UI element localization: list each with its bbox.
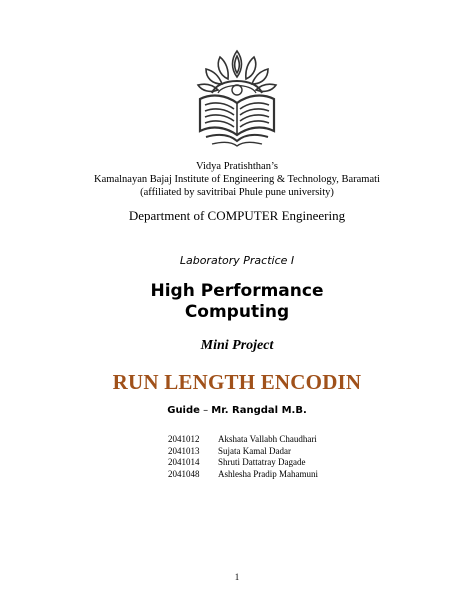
student-row — [168, 457, 318, 469]
guide-name: Mr. Rangdal M.B. — [211, 405, 307, 416]
student-name: Sujata Kamal Dadar — [218, 445, 291, 456]
institute-trust: Vidya Pratishthan’s — [196, 161, 278, 172]
student-roll: 2041048 — [168, 468, 200, 479]
student-list — [168, 434, 318, 480]
student-roll: 2041014 — [168, 457, 200, 467]
student-name: Ashlesha Pradip Mahamuni — [218, 468, 318, 479]
student-row — [168, 446, 318, 458]
book-lotus-emblem-icon — [190, 47, 284, 149]
student-roll: 2041013 — [168, 445, 200, 456]
student-name: Akshata Vallabh Chaudhari — [218, 434, 317, 444]
course-name: Laboratory Practice I — [179, 254, 295, 267]
title-line-2: Computing — [184, 302, 290, 322]
project-title: RUN LENGTH ENCODIN — [112, 370, 362, 394]
guide-dash: – — [199, 405, 212, 416]
student-row — [168, 469, 318, 481]
page-number: 1 — [234, 572, 240, 582]
guide-label: Guide — [167, 405, 200, 416]
student-row — [168, 434, 318, 446]
college-name: Kamalnayan Bajaj Institute of Engineering & Technology, Baramati — [94, 174, 380, 185]
project-type: Mini Project — [200, 338, 274, 353]
title-line-1: High Performance — [150, 281, 324, 301]
student-roll: 2041012 — [168, 434, 200, 444]
guide-line — [0, 405, 474, 416]
affiliation: (affiliated by savitribai Phule pune university) — [140, 187, 334, 198]
student-name: Shruti Dattatray Dagade — [218, 457, 306, 467]
department-name: Department of COMPUTER Engineering — [128, 208, 346, 223]
